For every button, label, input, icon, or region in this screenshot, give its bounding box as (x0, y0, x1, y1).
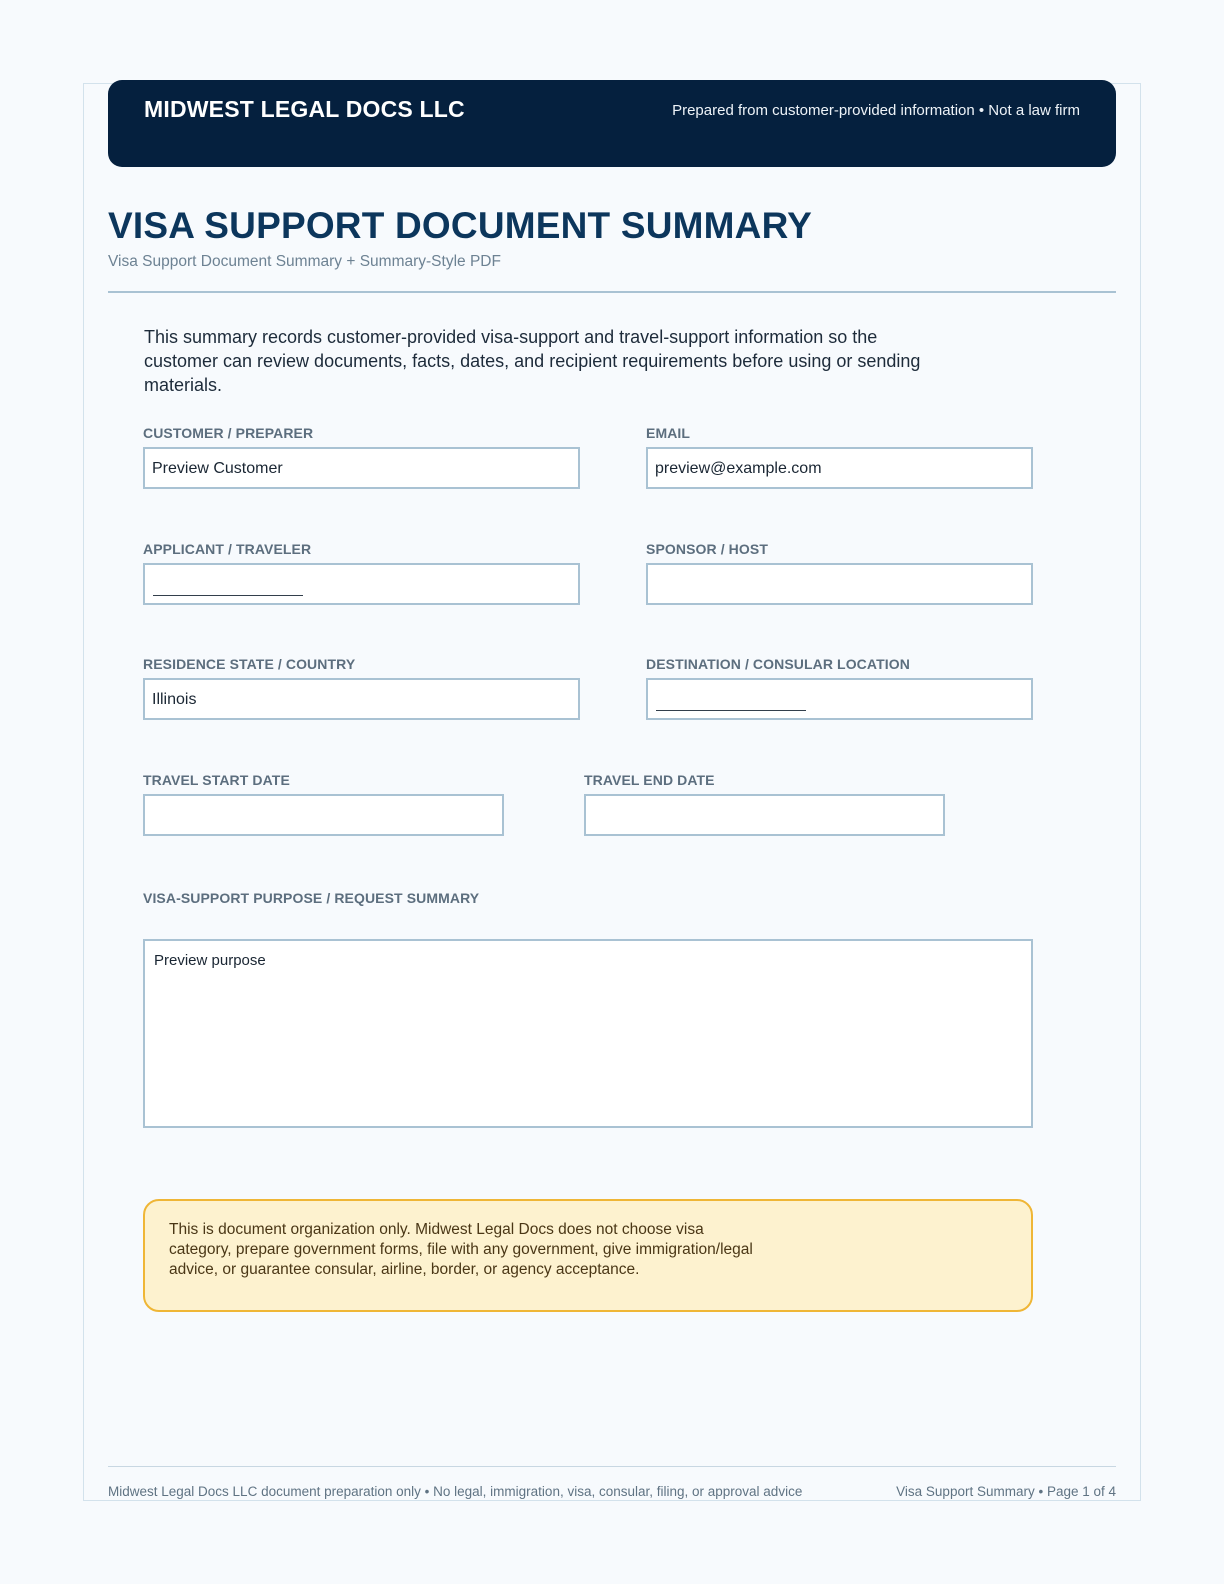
travel-end-date-field[interactable] (584, 794, 945, 836)
title-divider (108, 291, 1116, 293)
travel-start-label: TRAVEL START DATE (143, 772, 290, 788)
applicant-label: APPLICANT / TRAVELER (143, 541, 312, 557)
residence-label: RESIDENCE STATE / COUNTRY (143, 656, 356, 672)
footer-divider (108, 1466, 1116, 1467)
header-note: Prepared from customer-provided information • Not a law firm (672, 102, 1080, 119)
footer-page-info: Visa Support Summary • Page 1 of 4 (896, 1484, 1116, 1499)
destination-field[interactable] (646, 678, 1033, 720)
document-subtitle: Visa Support Document Summary + Summary-Style PDF (108, 253, 501, 270)
travel-end-label: TRAVEL END DATE (584, 772, 715, 788)
applicant-field[interactable] (143, 563, 580, 605)
email-field[interactable]: preview@example.com (646, 447, 1033, 489)
sponsor-label: SPONSOR / HOST (646, 541, 768, 557)
footer-disclaimer: Midwest Legal Docs LLC document preparation only • No legal, immigration, visa, consular, filing, or approval advice (108, 1484, 803, 1499)
applicant-blank-line (153, 595, 303, 596)
email-label: EMAIL (646, 425, 691, 441)
sponsor-field[interactable] (646, 563, 1033, 605)
travel-start-date-field[interactable] (143, 794, 504, 836)
purpose-textarea[interactable]: Preview purpose (143, 939, 1033, 1128)
intro-paragraph: This summary records customer-provided visa-support and travel-support information so the customer can review documents, facts, dates, and recipient requirements before using or sending materials. (144, 327, 921, 395)
destination-blank-line (656, 710, 806, 711)
customer-label: CUSTOMER / PREPARER (143, 425, 314, 441)
document-title: VISA SUPPORT DOCUMENT SUMMARY (108, 205, 813, 246)
header-bar (108, 80, 1116, 167)
destination-label: DESTINATION / CONSULAR LOCATION (646, 656, 910, 672)
customer-field[interactable]: Preview Customer (143, 447, 580, 489)
residence-field[interactable]: Illinois (143, 678, 580, 720)
disclaimer-text: This is document organization only. Midwest Legal Docs does not choose visa category, prepare government forms, file with any government, give immigration/legal advice, or guarantee consular, airline, border, or agency acceptance. (169, 1221, 753, 1278)
brand-name: MIDWEST LEGAL DOCS LLC (144, 96, 465, 122)
purpose-label: VISA-SUPPORT PURPOSE / REQUEST SUMMARY (143, 890, 480, 906)
disclaimer-notice (143, 1199, 1033, 1312)
